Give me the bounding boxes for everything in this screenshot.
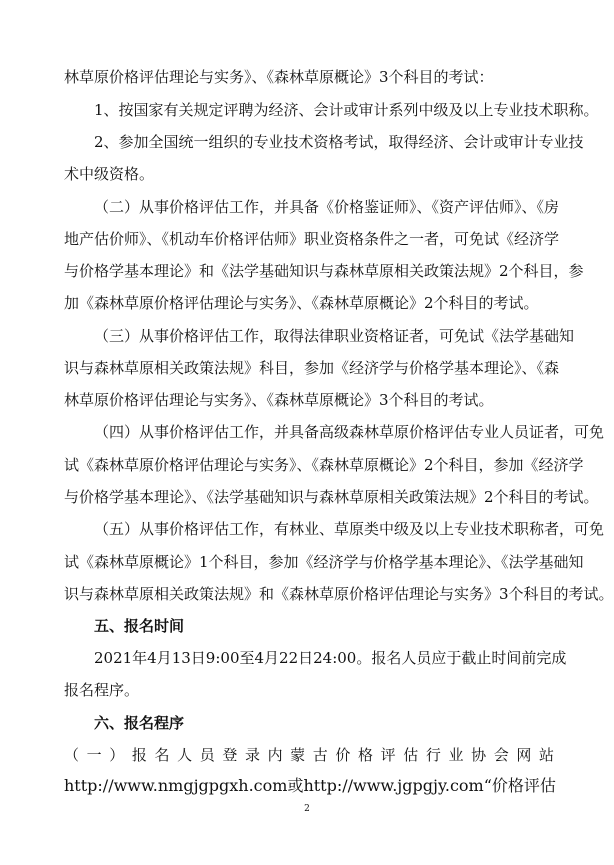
paragraph-line: （三）从事价格评估工作，取得法律职业资格证者，可免试《法学基础知 bbox=[94, 327, 575, 345]
paragraph-line: 识与森林草原相关政策法规》和《森林草原价格评估理论与实务》3个科目的考试。 bbox=[64, 585, 614, 603]
paragraph-line: （四）从事价格评估工作，并具备高级森林草原价格评估专业人员证者，可免 bbox=[94, 423, 605, 441]
paragraph-line: 与价格学基本理论》和《法学基础知识与森林草原相关政策法规》2个科目，参 bbox=[64, 262, 584, 280]
paragraph-line: 识与森林草原相关政策法规》科目，参加《经济学与价格学基本理论》、《森 bbox=[64, 359, 560, 377]
paragraph-line: （二）从事价格评估工作，并具备《价格鉴证师》、《资产评估师》、《房 bbox=[94, 198, 560, 216]
paragraph-line: （一）报名人员登录内蒙古价格评估行业协会网站 bbox=[64, 746, 554, 764]
paragraph-line: 与价格学基本理论》、《法学基础知识与森林草原相关政策法规》2个科目的考试。 bbox=[64, 488, 599, 506]
paragraph-line: （五）从事价格评估工作，有林业、草原类中级及以上专业技术职称者，可免 bbox=[94, 520, 605, 538]
paragraph-line: 1、按国家有关规定评聘为经济、会计或审计系列中级及以上专业技术职称。 bbox=[94, 101, 599, 119]
paragraph-line: 地产估价师》、《机动车价格评估师》职业资格条件之一者，可免试《经济学 bbox=[64, 230, 560, 248]
paragraph-line: 林草原价格评估理论与实务》、《森林草原概论》3个科目的考试： bbox=[64, 68, 494, 86]
paragraph-line: 试《森林草原价格评估理论与实务》、《森林草原概论》2个科目，参加《经济学 bbox=[64, 456, 584, 474]
website-urls-line: http://www.nmgjgpgxh.com或http://www.jgpgjy.com“价格评估 bbox=[64, 776, 556, 795]
section-heading: 五、报名时间 bbox=[94, 617, 185, 635]
page-number: 2 bbox=[304, 804, 310, 814]
paragraph-line: 2021年4月13日9:00至4月22日24:00。报名人员应于截止时间前完成 bbox=[94, 649, 567, 667]
paragraph-line: 试《森林草原概论》1个科目，参加《经济学与价格学基本理论》、《法学基础知 bbox=[64, 553, 584, 571]
paragraph-line: 林草原价格评估理论与实务》、《森林草原概论》3个科目的考试。 bbox=[64, 391, 494, 409]
paragraph-line: 2、参加全国统一组织的专业技术资格考试，取得经济、会计或审计专业技 bbox=[94, 133, 584, 151]
paragraph-line: 术中级资格。 bbox=[64, 165, 155, 183]
section-heading: 六、报名程序 bbox=[94, 714, 185, 732]
paragraph-line: 加《森林草原价格评估理论与实务》、《森林草原概论》2个科目的考试。 bbox=[64, 294, 539, 312]
paragraph-line: 报名程序。 bbox=[64, 681, 140, 699]
